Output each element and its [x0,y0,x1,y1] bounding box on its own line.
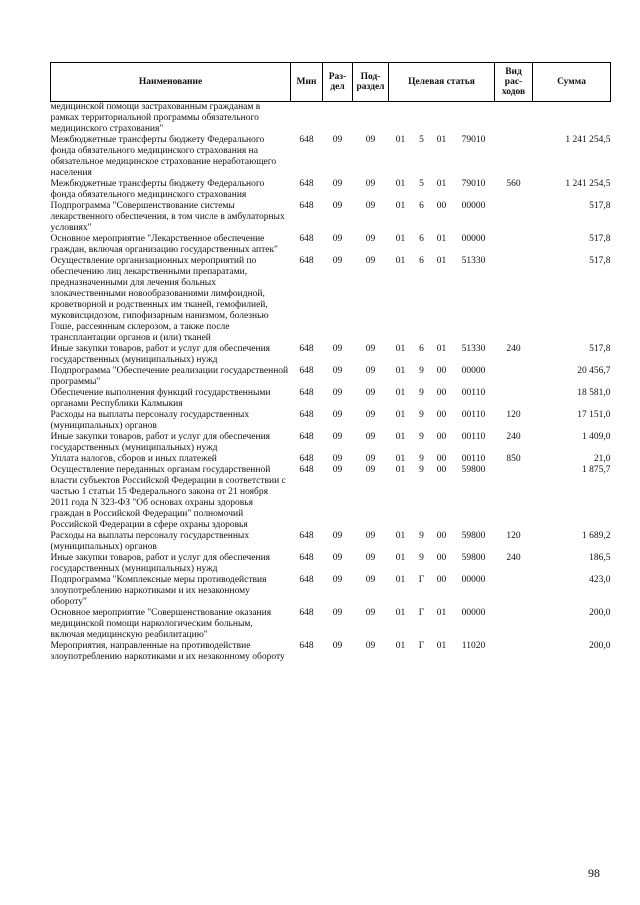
cell-razdel: 09 [332,454,343,464]
cell-target-event: 01 [436,234,447,244]
cell-target-subprogram: 9 [419,553,424,563]
cell-target-subprogram: 9 [419,388,424,398]
cell-vid [495,465,533,531]
cell-vid [495,608,533,641]
cell-sum: 1 689,2 [582,531,611,541]
cell-podrazdel: 09 [365,388,376,398]
cell-name: Межбюджетные трансферты бюджету Федерального фонда обязательного медицинского страхования на обязательное медицинское страхование неработающего населения [50,135,277,178]
cell-sum: 18 581,0 [577,388,611,398]
table-row [51,366,611,388]
cell-podrazdel: 09 [365,454,376,464]
cell-target-program: 01 [395,465,406,475]
cell-podrazdel: 09 [365,201,376,211]
cell-target-subprogram: Г [418,608,425,618]
cell-razdel: 09 [332,641,343,651]
cell-target-event: 00 [436,366,447,376]
cell-razdel: 09 [332,201,343,211]
cell-sum: 186,5 [589,553,611,563]
cell-sum: 517,8 [589,234,611,244]
cell-vid [495,641,533,663]
cell-target-direction: 00000 [461,234,486,244]
cell-target-subprogram: 6 [419,234,424,244]
cell-target-subprogram: 6 [419,344,424,354]
cell-target-direction: 79010 [461,135,486,145]
cell-target-program: 01 [395,608,406,618]
cell-name: Иные закупки товаров, работ и услуг для обеспечения государственных (муниципальных) нужд [50,344,271,365]
cell-target-event: 00 [436,575,447,585]
cell-target-event [431,102,453,136]
cell-podrazdel: 09 [365,410,376,420]
cell-min: 648 [299,608,314,618]
cell-podrazdel: 09 [365,256,376,266]
cell-razdel: 09 [332,575,343,585]
cell-vid: 240 [506,344,521,354]
cell-target-program: 01 [395,432,406,442]
cell-sum: 200,0 [589,608,611,618]
cell-podrazdel: 09 [365,641,376,651]
cell-target-event: 01 [436,641,447,651]
cell-min: 648 [299,366,314,376]
cell-target-program: 01 [395,531,406,541]
cell-target-direction: 51330 [461,344,486,354]
cell-min: 648 [299,410,314,420]
cell-name: медицинской помощи застрахованным гражданам в рамках территориальной программы обязательного медицинского страхования" [50,102,261,134]
cell-name: Осуществление переданных органам государственной власти субъектов Российской Федерации в соответствии с частью 1 статьи 15 Федерального закона от 21 ноября 2011 года N 323-ФЗ "Об основах охраны здоровья граждан в Российской Федерации" полномочий Российской Федерации в сфере охраны здоровья [50,465,286,530]
cell-podrazdel: 09 [365,553,376,563]
cell-min: 648 [299,432,314,442]
cell-target-program: 01 [395,344,406,354]
cell-name: Обеспечение выполнения функций государственными органами Республики Калмыкия [50,388,271,409]
cell-target-subprogram: Г [418,641,425,651]
cell-razdel: 09 [332,608,343,618]
cell-name: Подпрограмма "Совершенствование системы лекарственного обеспечения, в том числе в амбулаторных условиях" [50,201,285,233]
cell-target-subprogram: 9 [419,454,424,464]
cell-vid [495,366,533,388]
cell-sum: 1 409,0 [582,432,611,442]
cell-name: Расходы на выплаты персоналу государственных (муниципальных) органов [50,410,250,431]
table-row [51,608,611,641]
cell-min: 648 [299,641,314,651]
cell-min: 648 [299,256,314,266]
cell-target-program: 01 [395,234,406,244]
cell-name: Подпрограмма "Комплексные меры противодействия злоупотреблению наркотиками и их незаконному обороту" [50,575,267,607]
cell-target-subprogram: Г [418,575,425,585]
cell-min: 648 [299,135,314,145]
cell-target-program: 01 [395,454,406,464]
header-razdel: Раз-дел [323,63,353,102]
cell-vid [495,256,533,344]
cell-target-direction: 51330 [461,256,486,266]
cell-target-subprogram: 9 [419,432,424,442]
cell-target-direction: 59800 [461,531,486,541]
cell-target-subprogram: 5 [419,179,424,189]
table-row [51,388,611,410]
cell-podrazdel: 09 [365,465,376,475]
cell-min: 648 [299,234,314,244]
cell-min: 648 [299,465,314,475]
cell-min: 648 [299,201,314,211]
cell-razdel: 09 [332,531,343,541]
cell-name: Основное мероприятие "Совершенствование оказания медицинской помощи наркологическим больным, включая медицинскую реабилитацию" [50,608,272,640]
cell-vid: 120 [506,410,521,420]
cell-target-event: 01 [436,179,447,189]
cell-target-event: 00 [436,553,447,563]
cell-target-direction: 11020 [461,641,486,651]
cell-razdel: 09 [332,366,343,376]
cell-sum: 17 151,0 [577,410,611,420]
cell-target-direction [453,102,495,136]
table-row [51,234,611,256]
cell-target-event: 00 [436,201,447,211]
cell-razdel: 09 [332,432,343,442]
cell-target-direction: 00110 [461,410,486,420]
cell-name: Уплата налогов, сборов и иных платежей [50,454,217,464]
cell-target-direction: 00000 [461,201,486,211]
cell-target-subprogram: 6 [419,201,424,211]
cell-vid [495,388,533,410]
cell-razdel: 09 [332,344,343,354]
cell-target-event: 00 [436,465,447,475]
cell-vid [495,102,533,136]
cell-name: Основное мероприятие "Лекарственное обеспечение граждан, включая организацию государственных аптек" [50,234,278,255]
cell-target-event: 00 [436,388,447,398]
cell-razdel: 09 [332,135,343,145]
budget-table [50,62,611,663]
cell-vid: 240 [506,432,521,442]
budget-table-sheet [50,62,610,663]
cell-target-subprogram [413,102,431,136]
cell-min: 648 [299,454,314,464]
cell-razdel: 09 [332,553,343,563]
cell-target-direction: 00000 [461,366,486,376]
cell-min: 648 [299,531,314,541]
cell-razdel: 09 [332,179,343,189]
cell-target-direction: 00110 [461,388,486,398]
cell-sum: 517,8 [589,201,611,211]
cell-target-event: 00 [436,410,447,420]
cell-target-program: 01 [395,201,406,211]
cell-target-direction: 00110 [461,432,486,442]
cell-podrazdel: 09 [365,366,376,376]
cell-name: Иные закупки товаров, работ и услуг для обеспечения государственных (муниципальных) нужд [50,432,271,453]
table-row [51,553,611,575]
header-target: Целевая статья [389,63,495,102]
cell-target-direction: 00110 [461,454,486,464]
cell-target-subprogram: 6 [419,256,424,266]
cell-target-program: 01 [395,410,406,420]
cell-sum: 20 456,7 [577,366,611,376]
cell-name: Иные закупки товаров, работ и услуг для обеспечения государственных (муниципальных) нужд [50,553,271,574]
cell-name: Подпрограмма "Обеспечение реализации государственной программы" [50,366,289,387]
table-row [51,256,611,344]
cell-min: 648 [299,344,314,354]
cell-target-direction: 00000 [461,608,486,618]
page-number: 98 [588,866,600,880]
table-row [51,102,611,136]
cell-target-event: 00 [436,432,447,442]
cell-name: Мероприятия, направленные на противодействие злоупотреблению наркотиками и их незаконному обороту [50,641,285,662]
table-row [51,410,611,432]
cell-razdel: 09 [332,465,343,475]
cell-razdel: 09 [332,234,343,244]
table-header-row [51,63,611,102]
cell-podrazdel: 09 [365,531,376,541]
cell-name: Межбюджетные трансферты бюджету Федерального фонда обязательного медицинского страхования [50,179,265,200]
cell-target-subprogram: 9 [419,465,424,475]
cell-vid [495,135,533,179]
cell-vid [495,201,533,234]
cell-podrazdel [353,102,389,136]
cell-name: Расходы на выплаты персоналу государственных (муниципальных) органов [50,531,250,552]
cell-target-subprogram: 9 [419,531,424,541]
cell-min: 648 [299,388,314,398]
cell-sum: 423,0 [589,575,611,585]
cell-podrazdel: 09 [365,575,376,585]
header-vid: Вид рас-ходов [495,63,533,102]
cell-target-subprogram: 9 [419,366,424,376]
table-body [51,102,611,664]
cell-target-program: 01 [395,388,406,398]
cell-target-direction: 59800 [461,465,486,475]
cell-vid [495,575,533,608]
cell-vid: 560 [506,179,521,189]
cell-vid: 850 [506,454,521,464]
cell-target-event: 01 [436,135,447,145]
cell-target-program: 01 [395,179,406,189]
cell-sum: 200,0 [589,641,611,651]
cell-podrazdel: 09 [365,608,376,618]
cell-sum: 517,8 [589,344,611,354]
table-row [51,432,611,454]
cell-target-event: 00 [436,531,447,541]
cell-vid: 120 [506,531,521,541]
cell-sum: 1 241 254,5 [565,135,611,145]
cell-min: 648 [299,553,314,563]
cell-podrazdel: 09 [365,234,376,244]
cell-target-event: 01 [436,608,447,618]
cell-podrazdel: 09 [365,179,376,189]
cell-target-event: 01 [436,344,447,354]
cell-target-direction: 00000 [461,575,486,585]
cell-target-direction: 59800 [461,553,486,563]
table-row [51,135,611,179]
cell-razdel: 09 [332,388,343,398]
cell-target-program: 01 [395,553,406,563]
cell-target-direction: 79010 [461,179,486,189]
cell-target-subprogram: 9 [419,410,424,420]
header-podrazdel: Под-раздел [353,63,389,102]
cell-podrazdel: 09 [365,432,376,442]
header-sum: Сумма [533,63,611,102]
cell-target-program: 01 [395,135,406,145]
table-row [51,179,611,201]
cell-sum: 1 875,7 [582,465,611,475]
cell-razdel [323,102,353,136]
cell-min [291,102,323,136]
header-min: Мин [291,63,323,102]
cell-min: 648 [299,575,314,585]
table-row [51,454,611,465]
cell-target-subprogram: 5 [419,135,424,145]
cell-target-program: 01 [395,256,406,266]
cell-razdel: 09 [332,410,343,420]
cell-sum: 517,8 [589,256,611,266]
table-row [51,201,611,234]
cell-podrazdel: 09 [365,344,376,354]
cell-target-program: 01 [395,366,406,376]
table-row [51,641,611,663]
table-row [51,531,611,553]
cell-target-event: 01 [436,256,447,266]
cell-target-program [389,102,413,136]
cell-sum: 1 241 254,5 [565,179,611,189]
cell-sum [533,102,611,136]
cell-target-event: 00 [436,454,447,464]
cell-name: Осуществление организационных мероприятий по обеспечению лиц лекарственными препаратами, предназначенными для лечения больных злокачественными новообразованиями лимфоидной, кроветворной и родственных им тканей, гемофилией, муковисцидозом, гипофизарным нанизмом, болезнью Гоше, рассеянным склерозом, а также после трансплантации органов и (или) тканей [50,256,269,343]
cell-sum: 21,0 [593,454,611,464]
cell-target-program: 01 [395,575,406,585]
table-row [51,344,611,366]
header-name: Наименование [51,63,291,102]
table-row [51,575,611,608]
cell-min: 648 [299,179,314,189]
cell-podrazdel: 09 [365,135,376,145]
cell-razdel: 09 [332,256,343,266]
cell-vid: 240 [506,553,521,563]
cell-vid [495,234,533,256]
cell-target-program: 01 [395,641,406,651]
table-row [51,465,611,531]
